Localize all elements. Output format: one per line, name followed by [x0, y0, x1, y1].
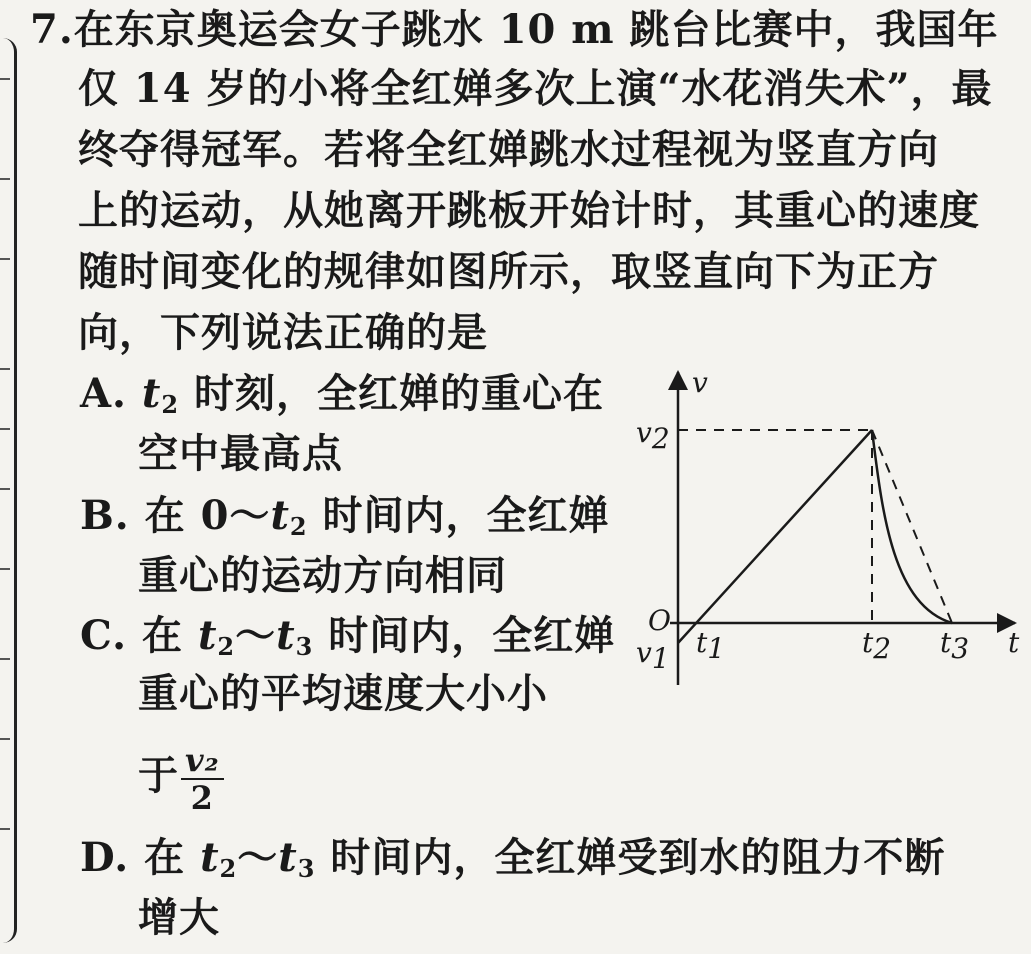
y-axis-label: v — [692, 366, 708, 399]
var-t: t — [278, 834, 298, 881]
option-d-line-2: 增大 — [138, 894, 220, 941]
margin-tick — [0, 178, 10, 180]
tilde: ～ — [237, 834, 279, 881]
v2-label: v2 — [636, 416, 670, 455]
question-text: 在东京奥运会女子跳水 10 m 跳台比赛中，我国年 — [73, 6, 999, 53]
velocity-time-graph — [630, 360, 1025, 700]
reference-line — [872, 430, 952, 623]
subscript: 3 — [295, 632, 314, 661]
margin-tick — [0, 488, 10, 490]
var-t: t — [141, 370, 162, 417]
t2-label: t2 — [862, 626, 892, 665]
option-a-label: A. — [80, 370, 127, 417]
var-t: t — [276, 612, 296, 659]
fraction-numerator: v₂ — [181, 742, 224, 780]
x-axis-label: t — [1008, 626, 1020, 659]
question-line-1 — [30, 4, 999, 56]
margin-tick — [0, 568, 10, 570]
option-c-pre: 在 — [142, 612, 198, 659]
option-d-text: 时间内，全红婵受到水的阻力不断 — [315, 834, 946, 881]
margin-border — [0, 38, 17, 943]
margin-tick — [0, 428, 10, 430]
t3-label: t3 — [940, 626, 970, 665]
fraction-denominator: 2 — [190, 779, 214, 817]
option-c-line-3 — [138, 742, 224, 816]
option-c-line-2: 重心的平均速度大小小 — [138, 670, 548, 717]
question-line-6: 向，下列说法正确的是 — [78, 309, 488, 356]
option-c-text: 时间内，全红婵 — [313, 612, 616, 659]
var-t: t — [200, 834, 220, 881]
margin-tick — [0, 658, 10, 660]
margin-tick — [0, 78, 10, 80]
margin-tick — [0, 258, 10, 260]
option-b-label: B. — [80, 492, 130, 539]
option-b-line-2: 重心的运动方向相同 — [138, 552, 507, 599]
question-line-5: 随时间变化的规律如图所示，取竖直向下为正方 — [78, 248, 939, 295]
velocity-line — [678, 430, 872, 643]
tilde: ～ — [235, 612, 277, 659]
origin-label: O — [648, 604, 671, 637]
question-line-3: 终夺得冠军。若将全红婵跳水过程视为竖直方向 — [78, 126, 939, 173]
option-d-pre: 在 — [144, 834, 201, 881]
margin-tick — [0, 828, 10, 830]
option-a-line-2: 空中最高点 — [138, 430, 343, 477]
option-b-text: 时间内，全红婵 — [307, 492, 610, 539]
option-d[interactable] — [80, 832, 945, 895]
v1-label: v1 — [636, 636, 670, 675]
option-a[interactable] — [80, 368, 604, 431]
subscript: 2 — [289, 512, 308, 541]
margin-tick — [0, 368, 10, 370]
subscript: 2 — [219, 854, 238, 883]
fraction — [181, 742, 224, 816]
subscript: 2 — [217, 632, 236, 661]
option-b[interactable] — [80, 490, 610, 553]
option-c[interactable] — [80, 610, 615, 673]
var-t: t — [197, 612, 218, 659]
option-c-label: C. — [80, 612, 128, 659]
subscript: 3 — [297, 854, 316, 883]
margin-tick — [0, 738, 10, 740]
option-a-text: 时刻，全红婵的重心在 — [179, 370, 605, 417]
velocity-curve — [872, 430, 952, 623]
question-line-4: 上的运动，从她离开跳板开始计时，其重心的速度 — [78, 187, 980, 234]
t1-label: t1 — [696, 626, 726, 665]
var-t: t — [270, 492, 290, 539]
question-number: 7. — [30, 6, 74, 53]
option-b-pre: 在 0～ — [144, 492, 271, 539]
subscript: 2 — [161, 390, 180, 419]
option-d-label: D. — [80, 834, 130, 881]
option-c-yu: 于 — [138, 752, 179, 799]
question-line-2: 仅 14 岁的小将全红婵多次上演“水花消失术”，最 — [78, 65, 993, 112]
